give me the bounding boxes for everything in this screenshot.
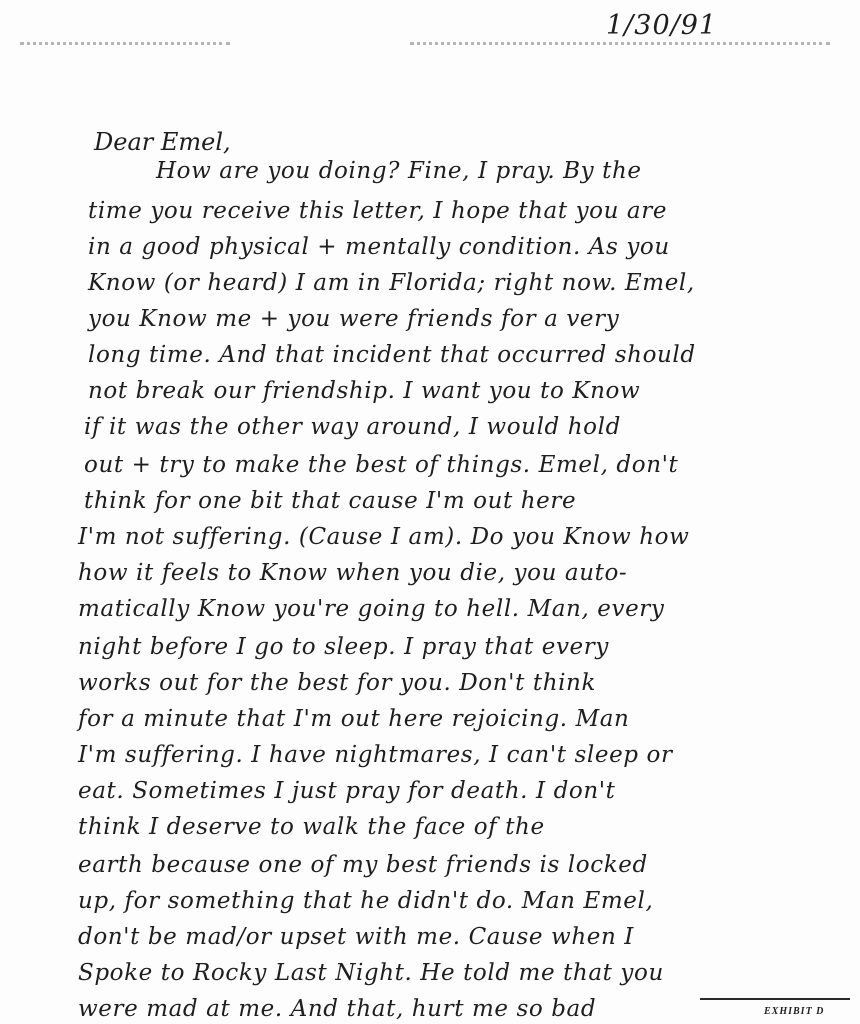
letter-line: Spoke to Rocky Last Night. He told me that you (78, 960, 664, 986)
letter-line: out + try to make the best of things. Emel, don't (84, 452, 679, 478)
letter-date: 1/30/91 (606, 10, 718, 41)
letter-line: for a minute that I'm out here rejoicing. Man (78, 706, 630, 732)
letter-line: were mad at me. And that, hurt me so bad (78, 996, 597, 1022)
letter-line: eat. Sometimes I just pray for death. I don't (78, 778, 616, 804)
letter-line: in a good physical + mentally condition. As you (88, 234, 670, 260)
letter-line: don't be mad/or upset with me. Cause when I (78, 924, 634, 950)
letter-line: earth because one of my best friends is locked (78, 852, 648, 878)
letter-line: time you receive this letter, I hope that you are (88, 198, 668, 224)
letter-line: matically Know you're going to hell. Man, every (78, 596, 665, 622)
letter-line: not break our friendship. I want you to Know (88, 378, 641, 404)
salutation: Dear Emel, (94, 128, 231, 156)
letter-line: if it was the other way around, I would hold (84, 414, 621, 440)
letter-line: think for one bit that cause I'm out here (84, 488, 577, 514)
exhibit-underline (700, 998, 850, 1000)
letter-line: works out for the best for you. Don't think (78, 670, 597, 696)
letter-line: up, for something that he didn't do. Man Emel, (78, 888, 654, 914)
letter-line: I'm suffering. I have nightmares, I can't sleep or (78, 742, 673, 768)
letter-line: long time. And that incident that occurred should (88, 342, 696, 368)
letter-line: I'm not suffering. (Cause I am). Do you Know how (78, 524, 690, 550)
letter-line: think I deserve to walk the face of the (78, 814, 545, 840)
letter-line: you Know me + you were friends for a very (88, 306, 620, 332)
letter-line: Know (or heard) I am in Florida; right now. Emel, (88, 270, 695, 296)
letter-line: night before I go to sleep. I pray that every (78, 634, 609, 660)
letter-line: How are you doing? Fine, I pray. By the (156, 158, 642, 184)
fax-header-artifact (20, 42, 840, 52)
letter-line: how it feels to Know when you die, you auto- (78, 560, 628, 586)
exhibit-stamp: EXHIBIT D (764, 1006, 825, 1017)
